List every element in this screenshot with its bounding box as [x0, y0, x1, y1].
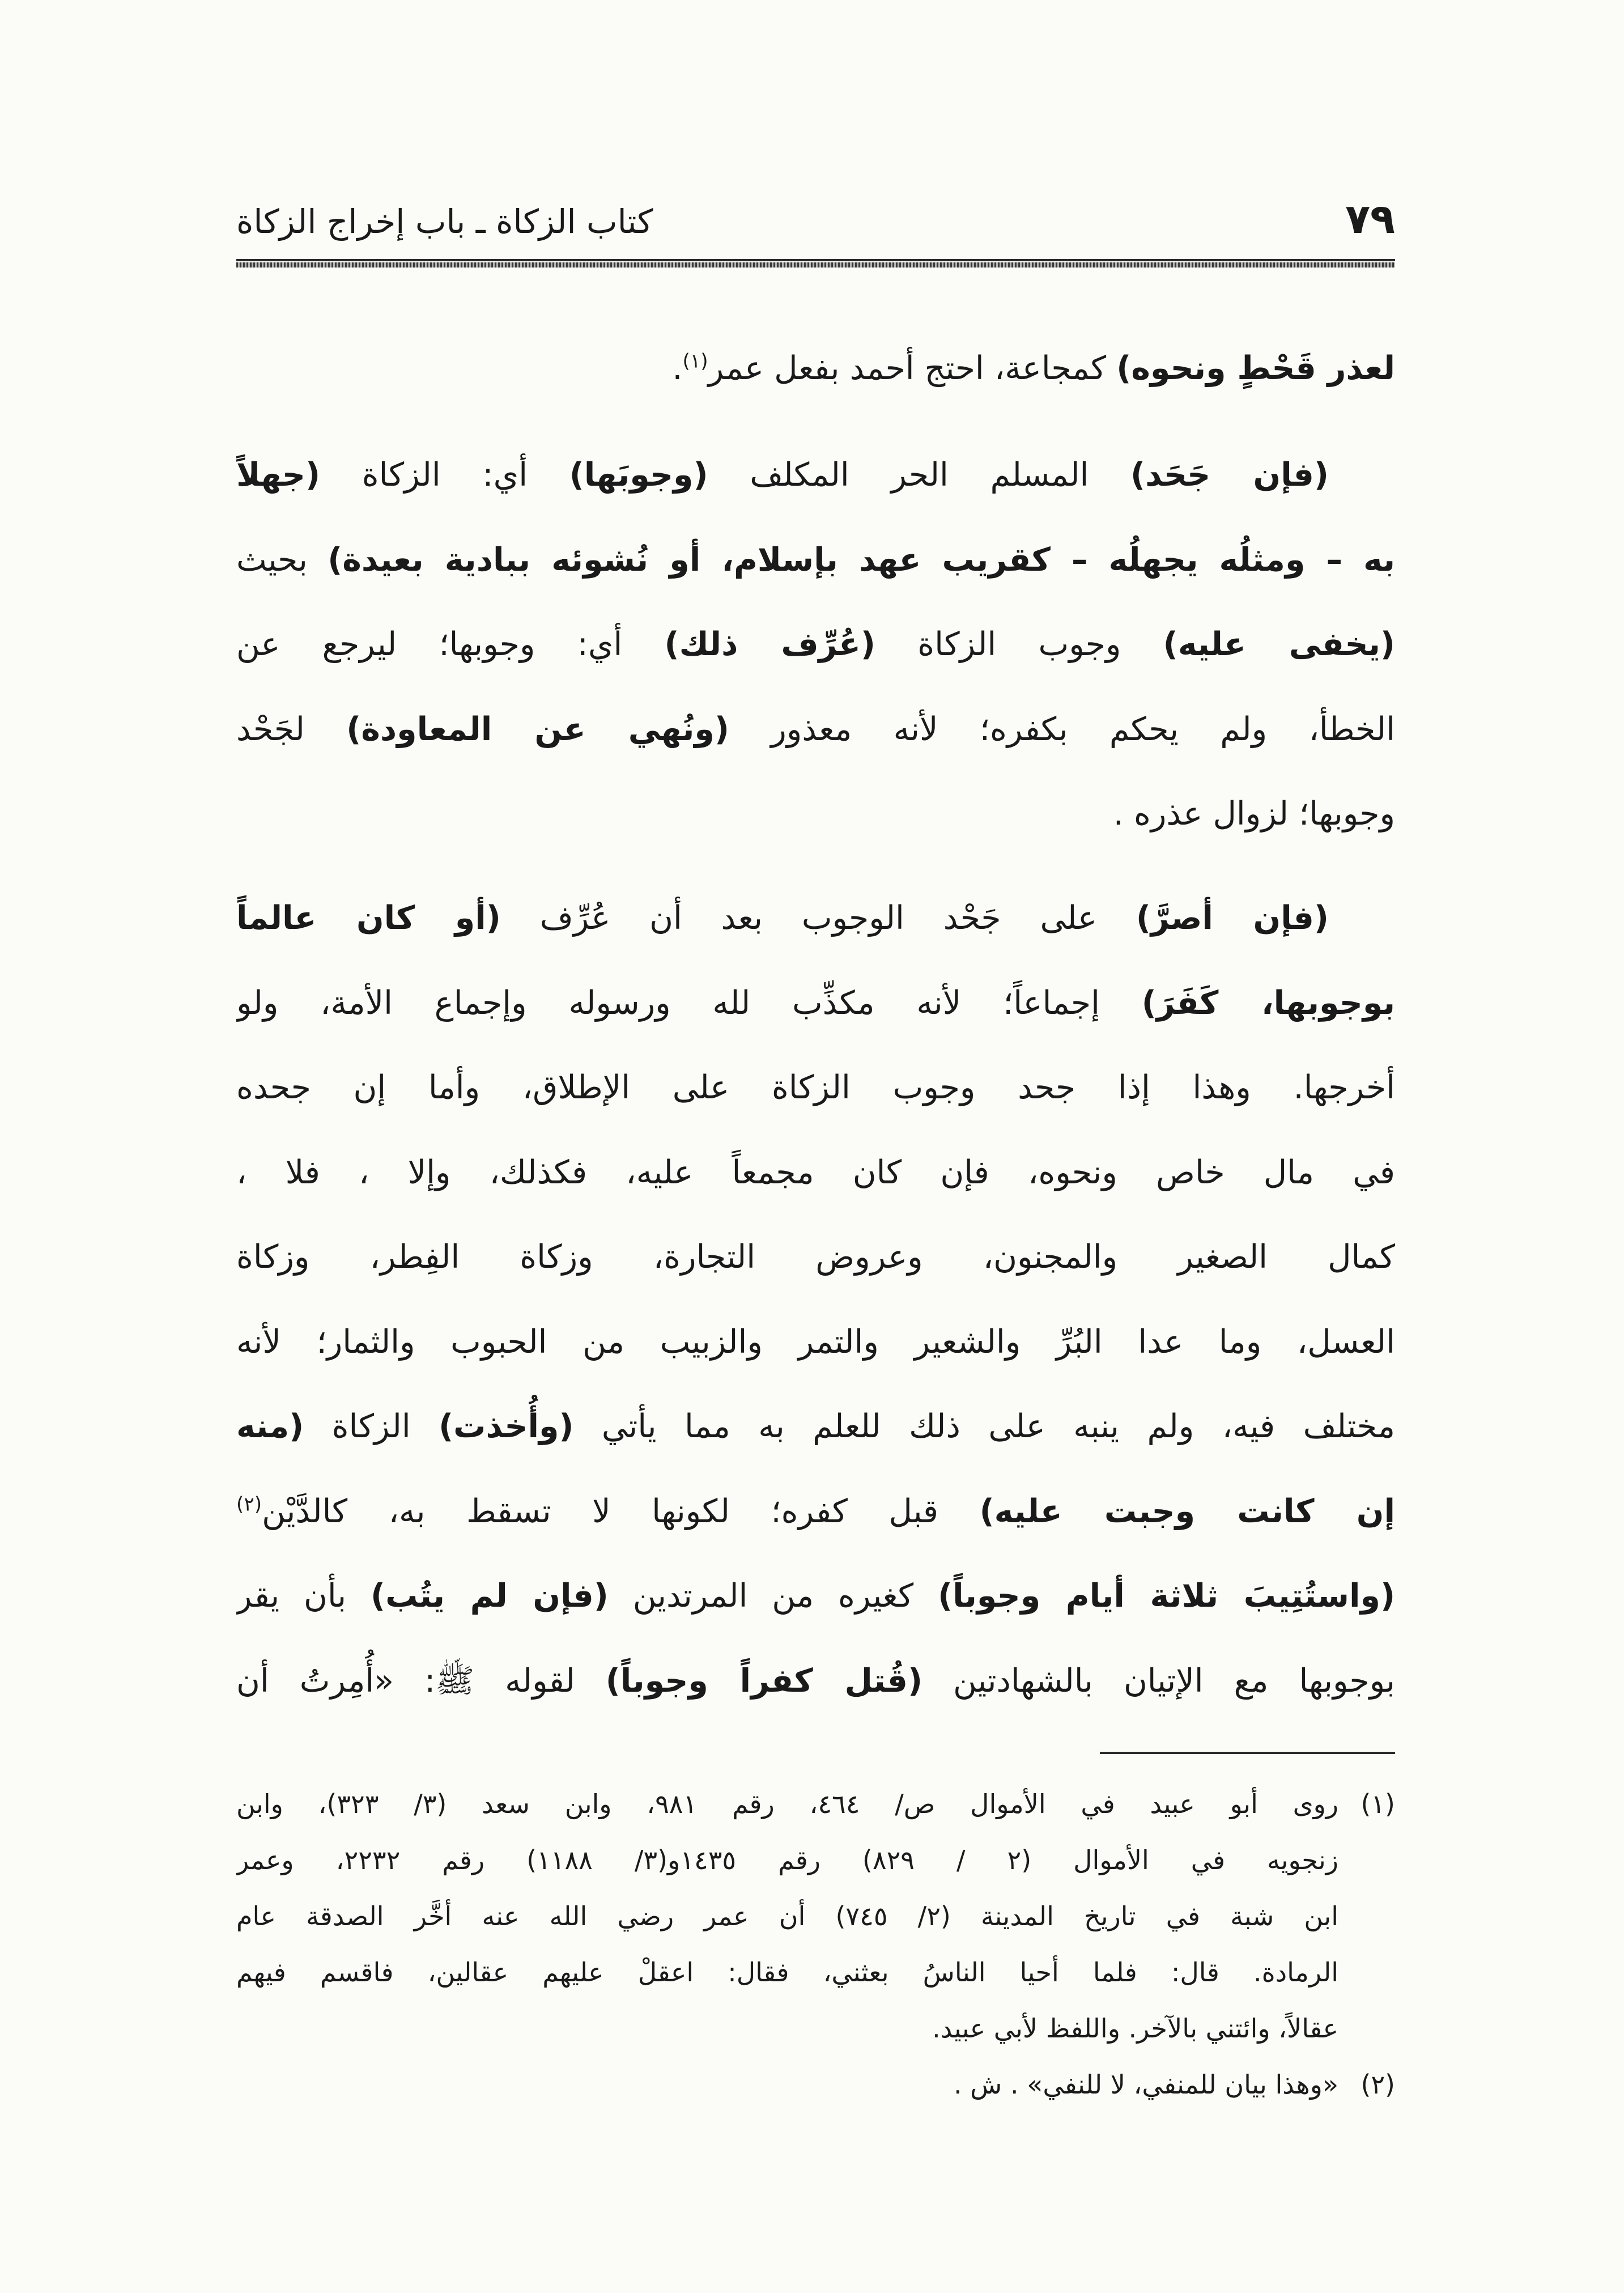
matn-text: (ونُهي عن المعاودة) — [346, 710, 729, 748]
footnote-separator — [1100, 1752, 1395, 1754]
commentary-text: كمال الصغير والمجنون، وعروض التجارة، وزكاة الفِطر، وزكاة — [236, 1238, 1395, 1276]
matn-text: (فإن جَحَد) — [1130, 456, 1329, 494]
header-rule-band — [236, 262, 1395, 267]
paragraph — [236, 326, 1395, 411]
text-line — [236, 1554, 1395, 1639]
footnotes — [236, 1776, 1395, 2113]
commentary-text: مختلف فيه، ولم ينبه على ذلك للعلم به مما يأتي — [573, 1408, 1395, 1445]
matn-text: بوجوبها، كَفَرَ) — [1141, 984, 1395, 1022]
commentary-text: كمجاعة، احتج أحمد بفعل عمر — [708, 350, 1117, 387]
matn-text: (وجوبَها) — [569, 456, 708, 494]
text-line — [236, 326, 1395, 411]
paragraph — [236, 433, 1395, 857]
matn-text: (قُتل كفراً وجوباً) — [605, 1662, 922, 1700]
matn-text: (منه — [236, 1408, 304, 1445]
matn-text: لعذر قَحْطٍ ونحوه) — [1116, 350, 1395, 387]
commentary-text: الخطأ، ولم يحكم بكفره؛ لأنه معذور — [729, 710, 1395, 748]
footnote-marker: (٢) — [1361, 2069, 1395, 2100]
text-line — [236, 687, 1395, 772]
text-line — [236, 876, 1395, 961]
commentary-text: على جَحْد الوجوب بعد أن عُرِّف — [500, 899, 1136, 937]
text-line — [236, 1385, 1395, 1470]
matn-text: (جهلاً — [236, 456, 321, 494]
text-line — [236, 1470, 1395, 1555]
commentary-text: بوجوبها مع الإتيان بالشهادتين — [922, 1662, 1395, 1700]
text-line — [236, 1046, 1395, 1131]
commentary-text: بحيث — [236, 541, 328, 579]
text-line — [236, 433, 1395, 518]
commentary-text: إجماعاً؛ لأنه مكذِّب لله ورسوله وإجماع الأمة، ولو — [236, 984, 1142, 1022]
footnote-marker: (١) — [1361, 1789, 1395, 1819]
footnote-line: «وهذا بيان للمنفي، لا للنفي» . ش . — [953, 2069, 1338, 2100]
commentary-text: لقوله ﷺ: «أُمِرتُ أن — [236, 1662, 606, 1700]
running-title: كتاب الزكاة ـ باب إخراج الزكاة — [236, 202, 653, 241]
footnote-line: ابن شبة في تاريخ المدينة (٢/ ٧٤٥) أن عمر رضي الله عنه أخَّر الصدقة عام — [236, 1901, 1338, 1931]
paragraph — [236, 876, 1395, 1723]
header-rule — [236, 259, 1395, 261]
matn-text: به – ومثلُه يجهلُه – كقريب عهد بإسلام، أو نُشوئه ببادية بعيدة) — [328, 541, 1395, 579]
text-line — [236, 602, 1395, 687]
footnote — [236, 1776, 1395, 2057]
matn-text: (يخفى عليه) — [1163, 626, 1395, 663]
commentary-text: أي: الزكاة — [320, 456, 569, 494]
footnote-line: عقالاً، وائتني بالآخر. واللفظ لأبي عبيد. — [932, 2013, 1338, 2044]
matn-text: (وأُخذت) — [439, 1408, 574, 1445]
footnote-line: زنجويه في الأموال (٢ / ٨٢٩) رقم ١٤٣٥و(٣/ ١١٨٨) رقم ٢٢٣٢، وعمر — [236, 1845, 1338, 1875]
commentary-text: المسلم الحر المكلف — [708, 456, 1131, 494]
text-line — [236, 772, 1395, 857]
footnote-reference: (٢) — [236, 1492, 262, 1515]
footnote — [236, 2057, 1395, 2113]
text-line — [236, 1639, 1395, 1724]
commentary-text: وجوبها؛ لزوال عذره . — [1113, 795, 1395, 833]
commentary-text: العسل، وما عدا البُرِّ والشعير والتمر والزبيب من الحبوب والثمار؛ لأنه — [236, 1323, 1395, 1361]
commentary-text: قبل كفره؛ لكونها لا تسقط به، كالدَّيْن — [262, 1492, 980, 1530]
commentary-text: وجوب الزكاة — [875, 626, 1163, 663]
commentary-text: أخرجها. وهذا إذا جحد وجوب الزكاة على الإطلاق، وأما إن جحده — [236, 1069, 1395, 1106]
footnote-line: روى أبو عبيد في الأموال ص/ ٤٦٤، رقم ٩٨١، وابن سعد (٣/ ٣٢٣)، وابن — [236, 1789, 1339, 1819]
commentary-text: كغيره من المرتدين — [608, 1577, 938, 1615]
commentary-text: . — [672, 350, 683, 387]
matn-text: (فإن أصرَّ) — [1136, 899, 1329, 937]
footnote-reference: (١) — [682, 350, 708, 373]
commentary-text: في مال خاص ونحوه، فإن كان مجمعاً عليه، فكذلك، وإلا ، فلا ، — [236, 1153, 1395, 1191]
matn-text: (أو كان عالماً — [236, 899, 501, 937]
text-line — [236, 961, 1395, 1046]
text-line — [236, 1131, 1395, 1216]
commentary-text: أي: وجوبها؛ ليرجع عن — [236, 626, 665, 663]
commentary-text: الزكاة — [304, 1408, 439, 1445]
text-line — [236, 1300, 1395, 1385]
matn-text: (فإن لم يتُب) — [371, 1577, 609, 1615]
matn-text: إن كانت وجبت عليه) — [979, 1492, 1395, 1530]
footnote-line: الرمادة. قال: فلما أحيا الناسُ بعثني، فقال: اعقلْ عليهم عقالين، فاقسم فيهم — [236, 1957, 1338, 1988]
commentary-text: لجَحْد — [236, 710, 347, 748]
matn-text: (واستُتِيبَ ثلاثة أيام وجوباً) — [938, 1577, 1395, 1615]
page-number: ٧٩ — [1345, 195, 1395, 243]
text-line — [236, 518, 1395, 603]
text-line — [236, 1215, 1395, 1300]
matn-text: (عُرِّف ذلك) — [664, 626, 875, 663]
commentary-text: بأن يقر — [236, 1577, 371, 1615]
